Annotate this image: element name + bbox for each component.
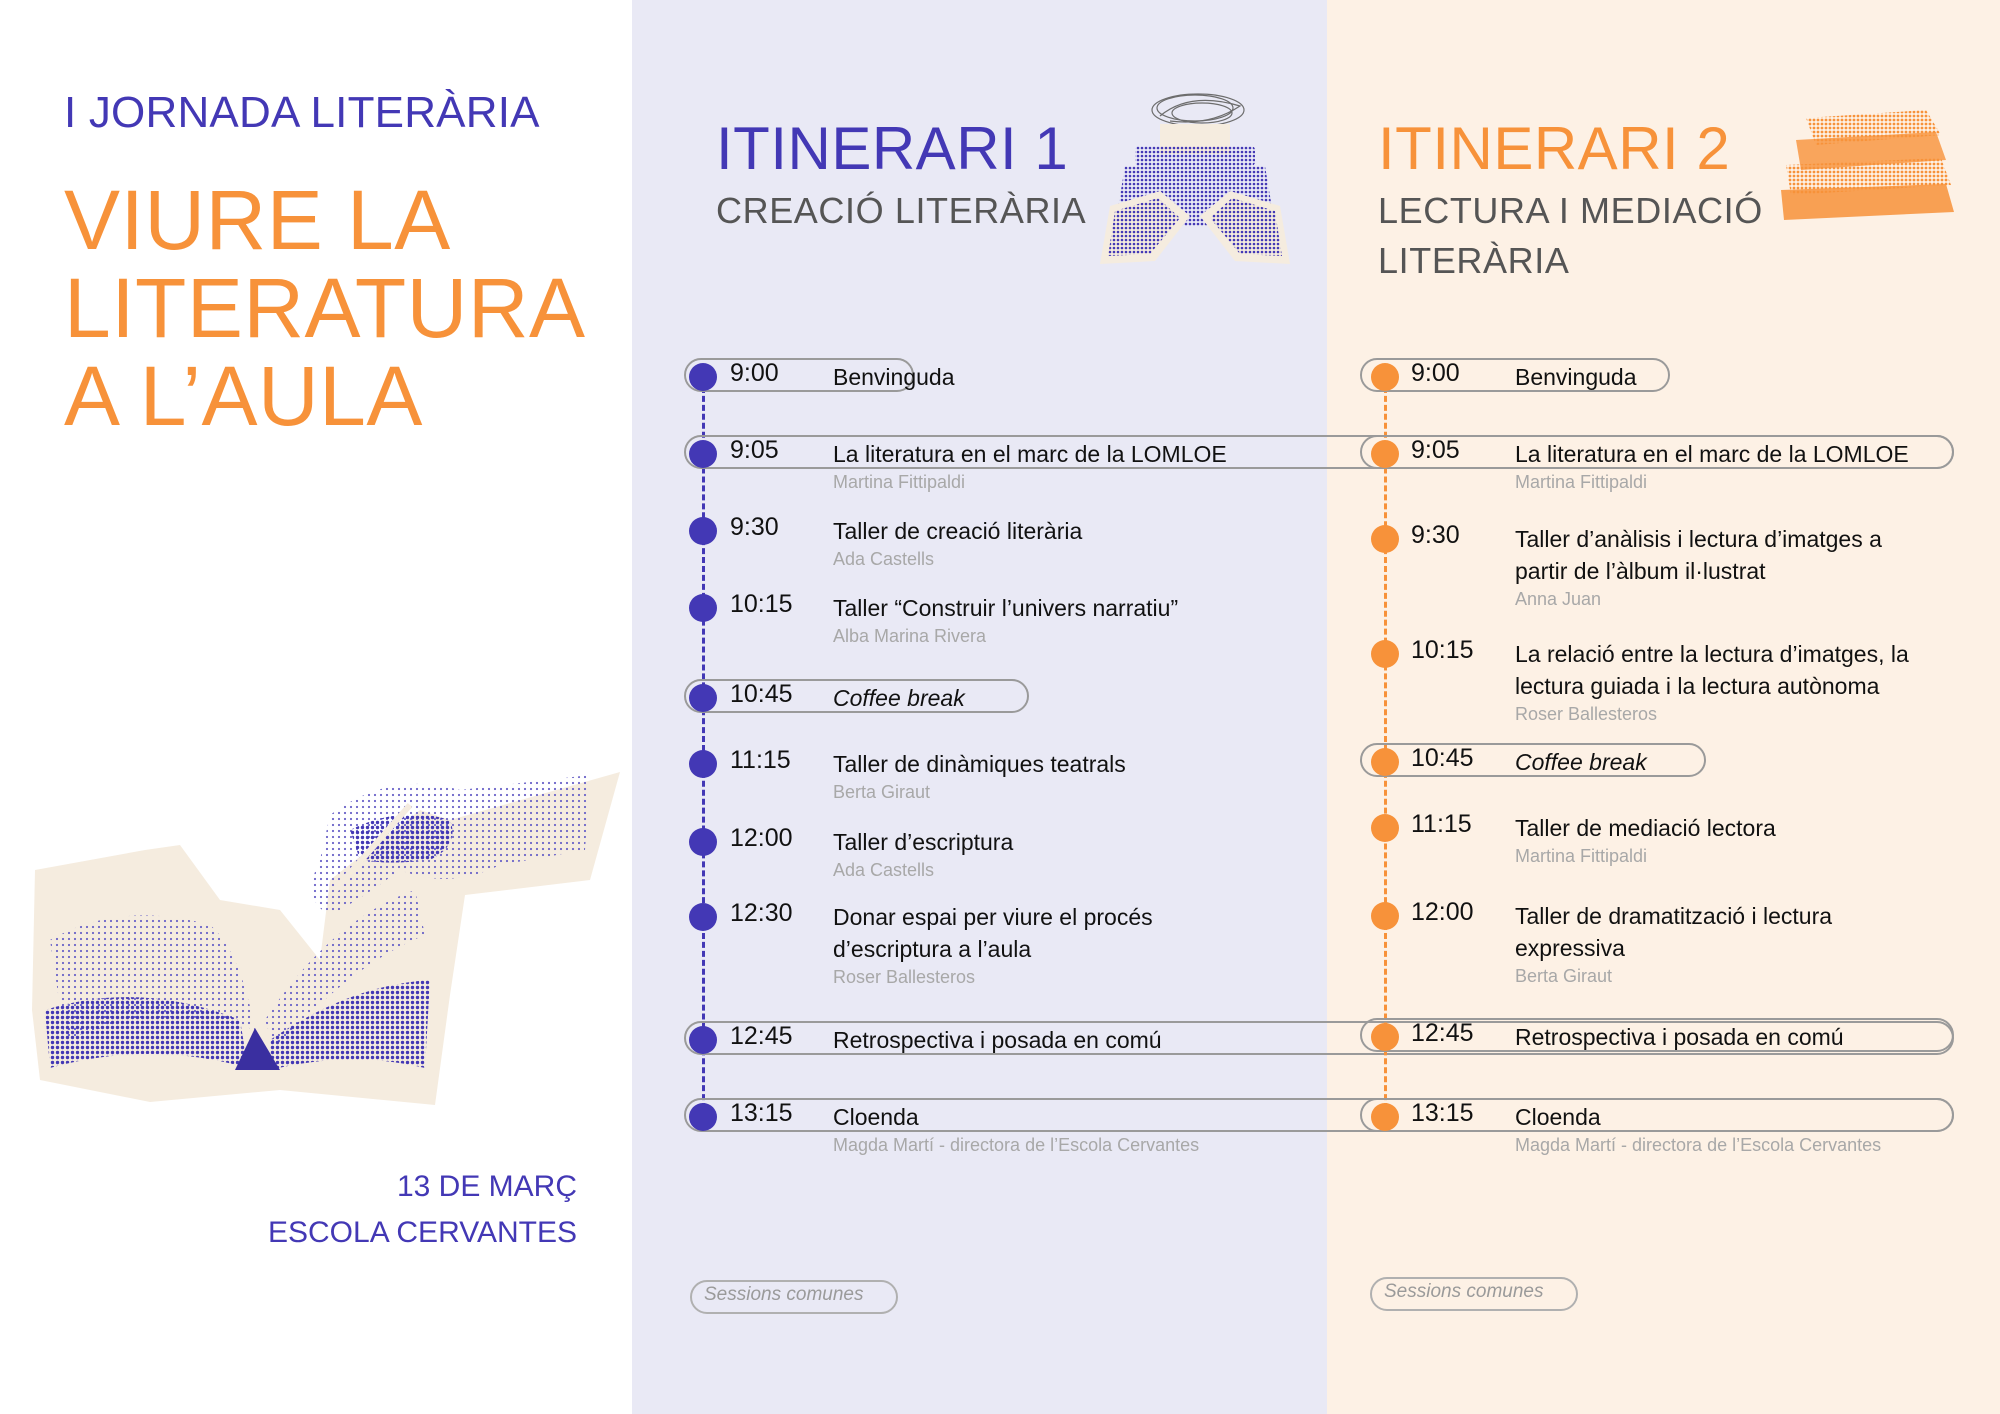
event-title: Cloenda: [1515, 1104, 1601, 1130]
event-name: I JORNADA LITERÀRIA: [64, 88, 540, 137]
itinerary-2-subtitle-line-1: LECTURA I MEDIACIÓ: [1378, 190, 1763, 231]
event-time: 12:00: [730, 824, 793, 852]
event-title: La relació entre la lectura d’imatges, la: [1515, 641, 1909, 667]
event-title: Retrospectiva i posada en comú: [1515, 1024, 1844, 1050]
timeline-dot: [1371, 748, 1399, 776]
event-speaker: Martina Fittipaldi: [1515, 846, 1648, 866]
event-speaker: Magda Martí - directora de l’Escola Cervantes: [1515, 1135, 1882, 1155]
main-title-line-2: LITERATURA: [64, 261, 586, 355]
event-title: Taller d’anàlisis i lectura d’imatges a: [1515, 526, 1882, 552]
timeline-dot: [1371, 363, 1399, 391]
event-time: 11:15: [730, 746, 791, 774]
event-title: Donar espai per viure el procés: [833, 904, 1153, 930]
event-title: Retrospectiva i posada en comú: [833, 1027, 1162, 1053]
event-speaker: Anna Juan: [1515, 589, 1602, 609]
event-speaker: Berta Giraut: [833, 782, 931, 802]
event-speaker: Martina Fittipaldi: [1515, 472, 1648, 492]
event-title: Benvinguda: [833, 364, 955, 390]
event-time: 10:45: [1411, 744, 1474, 772]
event-speaker: Berta Giraut: [1515, 966, 1613, 986]
event-speaker: Martina Fittipaldi: [833, 472, 966, 492]
event-title: lectura guiada i la lectura autònoma: [1515, 673, 1880, 699]
event-time: 10:15: [1411, 636, 1474, 664]
itinerary-2-subtitle-line-2: LITERÀRIA: [1378, 240, 1570, 281]
event-title: Taller de creació literària: [833, 518, 1083, 544]
event-time: 9:00: [730, 359, 779, 387]
event-title: Benvinguda: [1515, 364, 1637, 390]
event-time: 9:30: [730, 513, 779, 541]
timeline-dot: [1371, 640, 1399, 668]
timeline-dot: [1371, 525, 1399, 553]
event-time: 10:15: [730, 590, 793, 618]
event-title: La literatura en el marc de la LOMLOE: [1515, 441, 1909, 467]
event-speaker: Roser Ballesteros: [833, 967, 976, 987]
event-time: 9:05: [1411, 436, 1460, 464]
timeline-dot: [1371, 440, 1399, 468]
main-title-line-1: VIURE LA: [64, 173, 451, 267]
event-time: 12:45: [1411, 1019, 1474, 1047]
event-time: 11:15: [1411, 810, 1472, 838]
event-title: expressiva: [1515, 935, 1625, 961]
event-date: 13 DE MARÇ: [396, 1170, 577, 1203]
legend-label-1: Sessions comunes: [704, 1284, 864, 1305]
event-time: 9:00: [1411, 359, 1460, 387]
legend-label-2: Sessions comunes: [1384, 1281, 1544, 1302]
event-time: 13:15: [1411, 1099, 1474, 1127]
event-title: Coffee break: [1515, 749, 1647, 775]
event-speaker: Ada Castells: [833, 860, 935, 880]
event-time: 10:45: [730, 680, 793, 708]
main-title-line-3: A L’AULA: [64, 349, 423, 443]
event-time: 12:45: [730, 1022, 793, 1050]
itinerary-1-subtitle: CREACIÓ LITERÀRIA: [716, 190, 1087, 231]
event-speaker: Magda Martí - directora de l’Escola Cervantes: [833, 1135, 1200, 1155]
event-title: Taller de mediació lectora: [1515, 815, 1776, 841]
event-title: d’escriptura a l’aula: [833, 936, 1032, 962]
event-speaker: Roser Ballesteros: [1515, 704, 1658, 724]
event-title: partir de l’àlbum il·lustrat: [1515, 558, 1766, 584]
itinerary-1-title: ITINERARI 1: [716, 115, 1069, 182]
timeline-dot: [1371, 1023, 1399, 1051]
event-title: Coffee break: [833, 685, 965, 711]
event-speaker: Ada Castells: [833, 549, 935, 569]
event-title: Taller d’escriptura: [833, 829, 1014, 855]
event-time: 12:30: [730, 899, 793, 927]
event-title: Taller de dramatització i lectura: [1515, 903, 1833, 929]
event-title: Taller “Construir l’univers narratiu”: [833, 595, 1179, 621]
event-title: Cloenda: [833, 1104, 919, 1130]
timeline-dot: [1371, 902, 1399, 930]
event-time: 13:15: [730, 1099, 793, 1127]
event-time: 9:30: [1411, 521, 1460, 549]
event-time: 9:05: [730, 436, 779, 464]
event-title: Taller de dinàmiques teatrals: [833, 751, 1126, 777]
event-venue: ESCOLA CERVANTES: [268, 1216, 577, 1249]
itinerary-2-title: ITINERARI 2: [1378, 115, 1731, 182]
event-title: La literatura en el marc de la LOMLOE: [833, 441, 1227, 467]
timeline-dot: [1371, 1103, 1399, 1131]
timeline-dot: [1371, 814, 1399, 842]
event-speaker: Alba Marina Rivera: [833, 626, 987, 646]
event-time: 12:00: [1411, 898, 1474, 926]
